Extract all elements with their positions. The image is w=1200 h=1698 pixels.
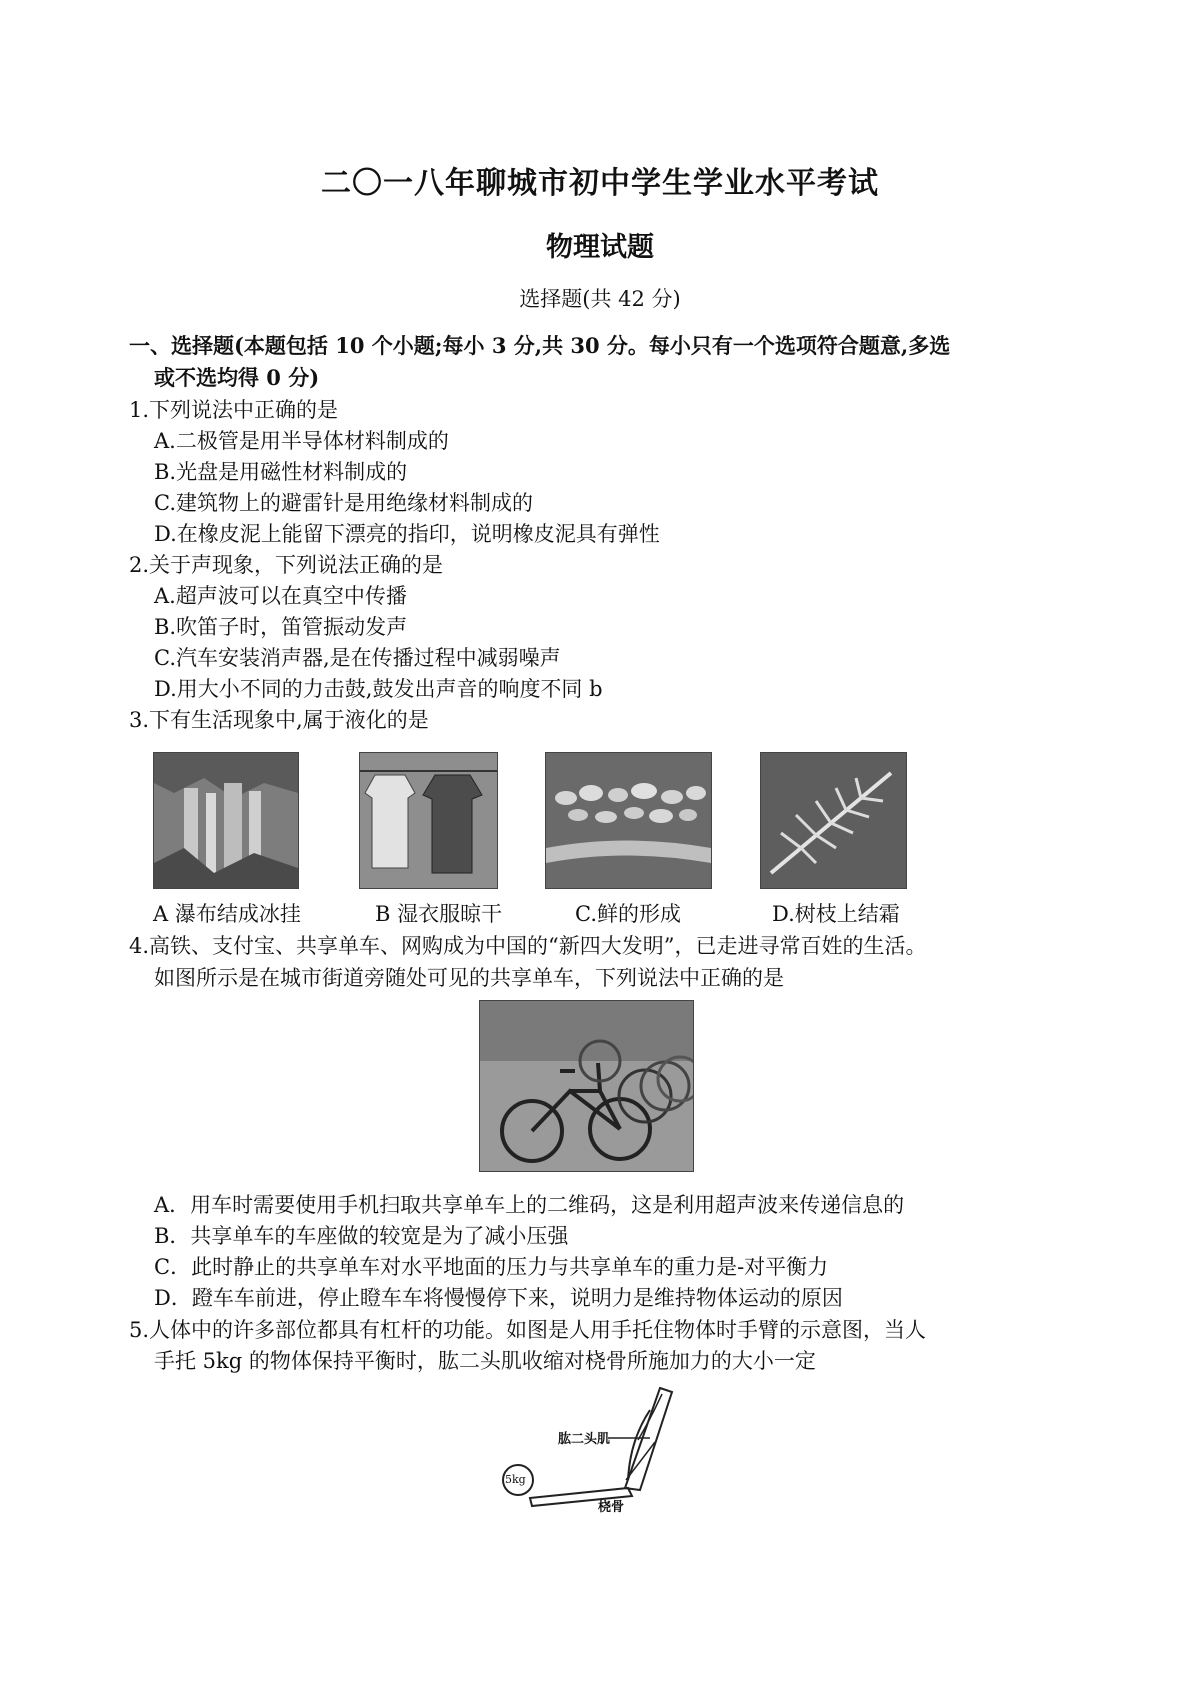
question-1-stem: 1.下列说法中正确的是 — [129, 398, 339, 422]
section-heading-line1: 一、选择题(本题包括 10 个小题;每小 3 分,共 30 分。每小只有一个选项符合题意,多选 — [129, 333, 951, 358]
photo-dew-drops — [545, 752, 712, 889]
question-2-stem: 2.关于声现象，下列说法正确的是 — [129, 553, 444, 577]
part-title: 选择题(共 42 分) — [519, 287, 681, 311]
muscle-label: 肱二头肌 — [558, 1432, 611, 1447]
question-3-stem: 3.下有生活现象中,属于液化的是 — [129, 708, 429, 732]
photo-shared-bicycles — [479, 1000, 694, 1172]
question-3-caption-c: C.鲜的形成 — [575, 902, 681, 926]
question-2-option-a: A.超声波可以在真空中传播 — [154, 584, 407, 608]
question-1-option-b: B.光盘是用磁性材料制成的 — [154, 460, 408, 484]
question-4-option-b: B．共享单车的车座做的较宽是为了减小压强 — [154, 1224, 569, 1248]
question-3-caption-a: A 瀑布结成冰挂 — [153, 902, 301, 926]
question-4-stem-line2: 如图所示是在城市街道旁随处可见的共享单车，下列说法中正确的是 — [154, 966, 784, 990]
question-3-caption-b: B 湿衣服晾干 — [375, 902, 503, 926]
section-heading-line2: 或不选均得 0 分) — [154, 365, 320, 390]
arm-lever-figure — [500, 1380, 700, 1520]
question-5-stem-line1: 5.人体中的许多部位都具有杠杆的功能。如图是人用手托住物体时手臂的示意图，当人 — [129, 1318, 927, 1342]
question-4-option-c: C．此时静止的共享单车对水平地面的压力与共享单车的重力是-对平衡力 — [154, 1255, 829, 1279]
question-2-option-c: C.汽车安装消声器,是在传播过程中减弱噪声 — [154, 646, 561, 670]
bone-label: 桡骨 — [598, 1500, 625, 1515]
photo-frozen-waterfall — [153, 752, 299, 889]
question-3-caption-d: D.树枝上结霜 — [772, 902, 900, 926]
question-4-stem-line1: 4.高铁、支付宝、共享单车、网购成为中国的“新四大发明”，已走进寻常百姓的生活。 — [129, 934, 927, 958]
weight-label: 5kg — [505, 1473, 526, 1486]
photo-frost-branch — [760, 752, 907, 889]
question-2-option-d: D.用大小不同的力击鼓,鼓发出声音的响度不同 b — [154, 677, 603, 701]
subject-title: 物理试题 — [546, 232, 654, 263]
photo-wet-clothes — [359, 752, 498, 889]
question-1-option-d: D.在橡皮泥上能留下漂亮的指印，说明橡皮泥具有弹性 — [154, 522, 660, 546]
question-1-option-c: C.建筑物上的避雷针是用绝缘材料制成的 — [154, 491, 533, 515]
question-1-option-a: A.二极管是用半导体材料制成的 — [154, 429, 449, 453]
question-4-option-a: A．用车时需要使用手机扫取共享单车上的二维码，这是利用超声波来传递信息的 — [154, 1193, 905, 1217]
question-2-option-b: B.吹笛子时，笛管振动发声 — [154, 615, 408, 639]
exam-main-title: 二〇一八年聊城市初中学生学业水平考试 — [321, 166, 879, 201]
question-4-option-d: D．蹬车车前进，停止瞪车车将慢慢停下来，说明力是维持物体运动的原因 — [154, 1286, 843, 1310]
question-5-stem-line2: 手托 5kg 的物体保持平衡时，肱二头肌收缩对桡骨所施加力的大小一定 — [154, 1349, 816, 1373]
